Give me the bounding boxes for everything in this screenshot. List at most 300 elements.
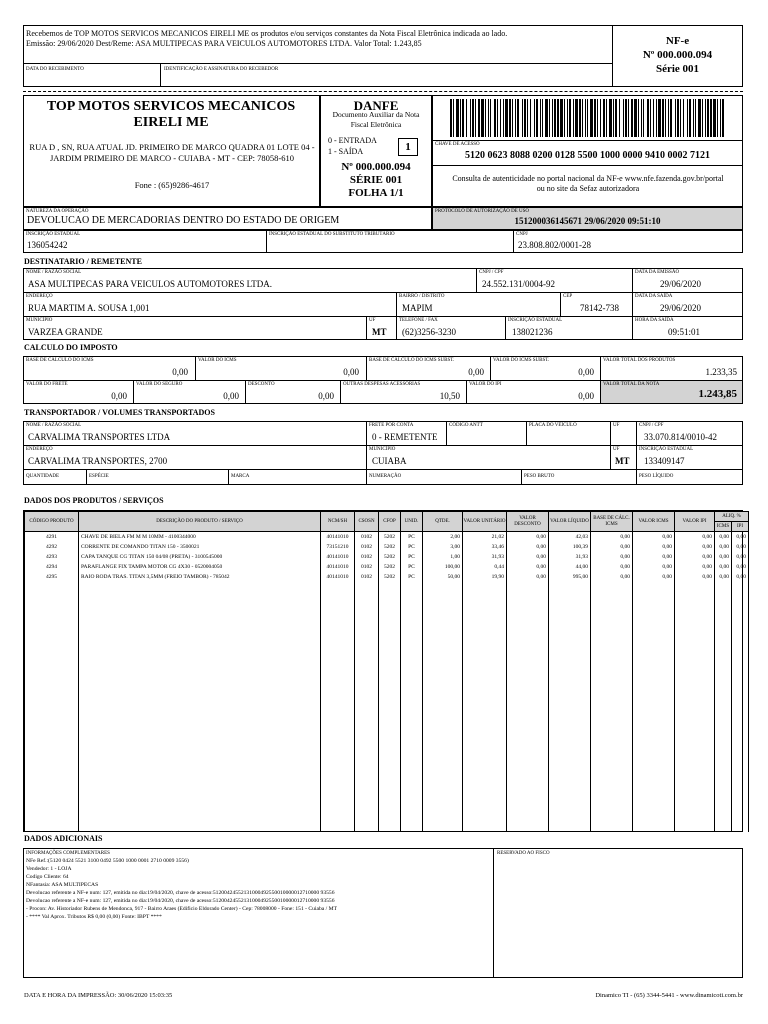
barcode-bar bbox=[475, 99, 476, 137]
cell-vunit: 21,02 bbox=[463, 532, 507, 543]
dest-endereco-label: ENDEREÇO bbox=[26, 294, 53, 299]
dest-fone-value: (62)3256-3230 bbox=[402, 327, 456, 337]
dest-municipio-label: MUNICÍPIO bbox=[26, 318, 53, 323]
dest-hora-value: 09:51:01 bbox=[668, 327, 701, 337]
cell-ncm: 40141010 bbox=[321, 562, 355, 572]
ipi-value: 0,00 bbox=[578, 391, 594, 401]
th-qtde: QTDE. bbox=[423, 512, 463, 532]
cell-bc: 0,00 bbox=[591, 562, 633, 572]
cell-aicms: 0,00 bbox=[715, 542, 732, 552]
transp-numeracao-label: NUMERAÇÃO bbox=[369, 474, 402, 479]
barcode-bar bbox=[569, 99, 571, 137]
transp-municipio-value: CUIABA bbox=[372, 456, 407, 466]
barcode-bar bbox=[693, 99, 694, 137]
cell-vicms: 0,00 bbox=[633, 532, 675, 543]
table-row bbox=[25, 542, 749, 552]
cell-aipi: 0,00 bbox=[732, 532, 749, 543]
barcode-bar bbox=[453, 99, 454, 137]
th-aliq: ALIQ. % bbox=[715, 512, 749, 522]
cell-vicms: 0,00 bbox=[633, 572, 675, 582]
barcode-bar bbox=[460, 99, 461, 137]
cell-empty bbox=[633, 582, 675, 832]
barcode-bar bbox=[536, 99, 538, 137]
cell-empty bbox=[507, 582, 549, 832]
th-unid: UNID. bbox=[401, 512, 423, 532]
table-row bbox=[25, 572, 749, 582]
th-vdesc: VALOR DESCONTO bbox=[507, 512, 549, 532]
emitente-endereco: RUA D , SN, RUA ATUAL JD. PRIMEIRO DE MARCO QUADRA 01 LOTE 04 - JARDIM PRIMEIRO DE MARCO - CUIABA - MT - CEP: 78058-610 bbox=[29, 142, 315, 163]
produtos-body bbox=[25, 532, 749, 833]
cell-aipi: 0,00 bbox=[732, 562, 749, 572]
cell-vipi: 0,00 bbox=[675, 572, 715, 582]
barcode-bar bbox=[560, 99, 563, 137]
barcode-bar bbox=[540, 99, 541, 137]
barcode-bar bbox=[650, 99, 651, 137]
danfe-serie: SÉRIE 001 bbox=[349, 174, 403, 186]
table-row bbox=[25, 562, 749, 572]
barcode-bar bbox=[606, 99, 607, 137]
cell-ncm: 40141010 bbox=[321, 572, 355, 582]
barcode-bar bbox=[695, 99, 696, 137]
th-ncm: NCM/SH bbox=[321, 512, 355, 532]
cell-bc: 0,00 bbox=[591, 532, 633, 543]
dest-ie-value: 138021236 bbox=[512, 327, 553, 337]
dest-cnpj-label: CNPJ / CPF bbox=[479, 270, 504, 275]
barcode-bar bbox=[647, 99, 649, 137]
cell-vliq: 42,03 bbox=[549, 532, 591, 543]
cell-bc: 0,00 bbox=[591, 572, 633, 582]
cell-empty bbox=[321, 582, 355, 832]
barcode-bar bbox=[515, 99, 516, 137]
cell-unid: PC bbox=[401, 572, 423, 582]
barcode-bar bbox=[628, 99, 629, 137]
cell-ncm: 73151210 bbox=[321, 542, 355, 552]
th-vicms: VALOR ICMS bbox=[633, 512, 675, 532]
barcode-bar bbox=[490, 99, 491, 137]
outras-label: OUTRAS DESPESAS ACESSÓRIAS bbox=[343, 382, 421, 387]
cell-codigo: 4291 bbox=[25, 532, 79, 543]
chave-label: CHAVE DE ACESSO bbox=[435, 142, 480, 147]
table-row bbox=[25, 552, 749, 562]
barcode-bar bbox=[554, 99, 556, 137]
dest-uf-value: MT bbox=[372, 327, 387, 337]
canhoto-nfe-label: NF-e bbox=[665, 35, 690, 47]
cell-vipi: 0,00 bbox=[675, 562, 715, 572]
barcode-bar bbox=[658, 99, 661, 137]
cell-empty bbox=[379, 582, 401, 832]
barcode-bar bbox=[717, 99, 718, 137]
table-row bbox=[25, 532, 749, 543]
barcode-bar bbox=[656, 99, 657, 137]
cell-csosn: 0102 bbox=[355, 542, 379, 552]
barcode-bar bbox=[680, 99, 681, 137]
barcode-bar bbox=[587, 99, 588, 137]
bc-icms-label: BASE DE CÁLCULO DO ICMS bbox=[26, 358, 94, 363]
info-comp-line: Devolucao referente a NF-e num: 127, emitida no dia:19/04/2020, chave de acesso:51200424552131000492550010000012710000 93556 bbox=[26, 890, 335, 896]
barcode-bar bbox=[503, 99, 504, 137]
danfe-saida: 1 - SAÍDA bbox=[328, 147, 364, 156]
barcode-bar bbox=[638, 99, 639, 137]
emitente-nome: TOP MOTOS SERVICOS MECANICOS EIRELI ME bbox=[46, 99, 296, 130]
barcode-bar bbox=[472, 99, 474, 137]
barcode-bar bbox=[552, 99, 553, 137]
barcode-bar bbox=[653, 99, 654, 137]
cell-vliq: 995,00 bbox=[549, 572, 591, 582]
dest-ie-label: INSCRIÇÃO ESTADUAL bbox=[508, 318, 563, 323]
danfe-folha: FOLHA 1/1 bbox=[348, 187, 404, 199]
barcode-bar bbox=[609, 99, 612, 137]
danfe-tipo: 1 bbox=[398, 138, 418, 156]
barcode-bar bbox=[517, 99, 519, 137]
barcode-bar bbox=[670, 99, 672, 137]
barcode-bar bbox=[575, 99, 578, 137]
dest-saida-value: 29/06/2020 bbox=[660, 303, 702, 313]
dest-endereco-value: RUA MARTIM A. SOUSA 1,001 bbox=[28, 303, 150, 313]
dest-nome-label: NOME / RAZÃO SOCIAL bbox=[26, 270, 82, 275]
barcode-bar bbox=[478, 99, 480, 137]
cell-qtde: 3,00 bbox=[423, 542, 463, 552]
barcode-bar bbox=[462, 99, 464, 137]
barcode-bar bbox=[698, 99, 701, 137]
cell-csosn: 0102 bbox=[355, 532, 379, 543]
cell-vdesc: 0,00 bbox=[507, 532, 549, 543]
dest-cep-value: 78142-738 bbox=[580, 303, 619, 313]
natureza-value: DEVOLUCAO DE MERCADORIAS DENTRO DO ESTADO DE ORIGEM bbox=[27, 215, 340, 226]
cell-aicms: 0,00 bbox=[715, 552, 732, 562]
cell-vdesc: 0,00 bbox=[507, 562, 549, 572]
seguro-value: 0,00 bbox=[223, 391, 239, 401]
cell-unid: PC bbox=[401, 552, 423, 562]
barcode-bar bbox=[707, 99, 709, 137]
barcode-bar bbox=[665, 99, 666, 137]
canhoto-text bbox=[26, 29, 610, 49]
transp-frete-label: FRETE POR CONTA bbox=[369, 423, 414, 428]
danfe-numero: Nº 000.000.094 bbox=[341, 161, 411, 173]
barcode-bar bbox=[668, 99, 669, 137]
barcode-bar bbox=[641, 99, 642, 137]
cell-qtde: 100,00 bbox=[423, 562, 463, 572]
cell-unid: PC bbox=[401, 542, 423, 552]
destinatario-section: DESTINATARIO / REMETENTE bbox=[24, 257, 142, 266]
barcode-bar bbox=[485, 99, 486, 137]
dest-fone-label: TELEFONE / FAX bbox=[399, 318, 438, 323]
cell-descricao: RAIO RODA TRAS. TITAN 3,5MM (FREIO TAMBOR) - 785042 bbox=[79, 572, 321, 582]
transp-marca-label: MARCA bbox=[231, 474, 250, 479]
cell-vunit: 0,44 bbox=[463, 562, 507, 572]
barcode-bar bbox=[710, 99, 712, 137]
identificacao-label: IDENTIFICAÇÃO E ASSINATURA DO RECEBEDOR bbox=[164, 67, 279, 72]
total-nota-label: VALOR TOTAL DA NOTA bbox=[603, 382, 660, 387]
info-comp-line: - **** Val Aprox. Tributos R$ 0,00 (0,00) Fonte: IBPT **** bbox=[26, 914, 162, 920]
barcode-bar bbox=[705, 99, 706, 137]
cell-bc: 0,00 bbox=[591, 552, 633, 562]
transp-nome-label: NOME / RAZÃO SOCIAL bbox=[26, 423, 82, 428]
bc-icms-value: 0,00 bbox=[172, 367, 188, 377]
transp-especie-label: ESPÉCIE bbox=[89, 474, 109, 479]
total-prod-label: VALOR TOTAL DOS PRODUTOS bbox=[603, 358, 676, 363]
total-nota-value: 1.243,85 bbox=[698, 388, 737, 400]
cell-csosn: 0102 bbox=[355, 562, 379, 572]
th-vliq: VALOR LÍQUIDO bbox=[549, 512, 591, 532]
cell-aipi: 0,00 bbox=[732, 572, 749, 582]
th-cfop: CFOP bbox=[379, 512, 401, 532]
cell-cfop: 5202 bbox=[379, 532, 401, 543]
dest-bairro-label: BAIRRO / DISTRITO bbox=[399, 294, 445, 299]
icms-label: VALOR DO ICMS bbox=[198, 358, 237, 363]
cell-aicms: 0,00 bbox=[715, 562, 732, 572]
emitente-fone: Fone : (65)9286-4617 bbox=[134, 180, 210, 190]
desconto-value: 0,00 bbox=[318, 391, 334, 401]
th-codigo: CÓDIGO PRODUTO bbox=[25, 512, 79, 532]
cell-vunit: 31,93 bbox=[463, 552, 507, 562]
th-aliq-icms: ICMS bbox=[715, 522, 732, 532]
barcode-bar bbox=[466, 99, 467, 137]
produtos-section: DADOS DOS PRODUTOS / SERVIÇOS bbox=[24, 496, 164, 505]
barcode-bar bbox=[567, 99, 568, 137]
info-comp-label: INFORMAÇÕES COMPLEMENTARES bbox=[26, 851, 110, 856]
barcode-bar bbox=[590, 99, 593, 137]
barcode-bar bbox=[613, 99, 614, 137]
th-vipi: VALOR IPI bbox=[675, 512, 715, 532]
barcode-bar bbox=[689, 99, 691, 137]
info-comp-line: Codigo Cliente: 64 bbox=[26, 874, 69, 880]
barcode-bar bbox=[619, 99, 620, 137]
chave-consulta: Consulta de autenticidade no portal nacional da NF-e www.nfe.fazenda.gov.br/portal ou no site da Sefaz autorizadora bbox=[452, 174, 724, 193]
dest-cep-label: CEP bbox=[563, 294, 573, 299]
cell-qtde: 1,00 bbox=[423, 552, 463, 562]
transp-ie-label: INSCRIÇÃO ESTADUAL bbox=[639, 447, 694, 452]
th-descricao: DESCRIÇÃO DO PRODUTO / SERVIÇO bbox=[79, 512, 321, 532]
barcode-bar bbox=[713, 99, 716, 137]
chave-value: 5120 0623 8088 0200 0128 5500 1000 0000 9410 0002 7121 bbox=[465, 150, 710, 161]
barcode-bar bbox=[509, 99, 511, 137]
transp-peso-liquido-label: PESO LÍQUIDO bbox=[639, 474, 674, 479]
icms-st-value: 0,00 bbox=[578, 367, 594, 377]
cell-qtde: 50,00 bbox=[423, 572, 463, 582]
transportador-section: TRANSPORTADOR / VOLUMES TRANSPORTADOS bbox=[24, 408, 215, 417]
table-filler-row bbox=[25, 582, 749, 832]
footer-software: Dinamico TI - (65) 3344-5441 - www.dinamicoti.com.br bbox=[595, 992, 743, 999]
icms-value: 0,00 bbox=[343, 367, 359, 377]
cell-empty bbox=[591, 582, 633, 832]
transp-municipio-label: MUNICÍPIO bbox=[369, 447, 396, 452]
seguro-label: VALOR DO SEGURO bbox=[136, 382, 183, 387]
barcode-bar bbox=[557, 99, 559, 137]
ie-label: INSCRIÇÃO ESTADUAL bbox=[26, 232, 81, 237]
cell-vicms: 0,00 bbox=[633, 552, 675, 562]
info-comp-line: Vendedor: 1 - LOJA bbox=[26, 866, 72, 872]
cell-descricao: CORRENTE DE COMANDO TITAN 150 - 3500021 bbox=[79, 542, 321, 552]
transp-frete-value: 0 - REMETENTE bbox=[372, 432, 438, 442]
bc-st-label: BASE DE CÁLCULO DO ICMS SUBST. bbox=[369, 358, 455, 363]
cell-vipi: 0,00 bbox=[675, 532, 715, 543]
barcode-bar bbox=[534, 99, 535, 137]
danfe-info bbox=[320, 161, 432, 200]
barcode-bar bbox=[615, 99, 617, 137]
protocolo-label: PROTOCOLO DE AUTORIZAÇÃO DE USO bbox=[435, 209, 529, 214]
cell-cfop: 5202 bbox=[379, 572, 401, 582]
cell-bc: 0,00 bbox=[591, 542, 633, 552]
dest-cnpj-value: 24.552.131/0004-92 bbox=[482, 279, 555, 289]
transp-antt-label: CÓDIGO ANTT bbox=[449, 423, 483, 428]
barcode-bar bbox=[687, 99, 688, 137]
cell-ncm: 40141010 bbox=[321, 552, 355, 562]
transp-peso-bruto-label: PESO BRUTO bbox=[524, 474, 555, 479]
canhoto-line1: Recebemos de TOP MOTOS SERVICOS MECANICOS EIRELI ME os produtos e/ou serviços constantes da Nota Fiscal Eletrônica indicada ao lado. bbox=[26, 29, 508, 38]
transp-uf2-value: MT bbox=[615, 456, 630, 466]
canhoto-line2: Emissão: 29/06/2020 Dest/Reme: ASA MULTIPECAS PARA VEICULOS AUTOMOTORES LTDA. Valor Total: 1.243,85 bbox=[26, 39, 422, 48]
cell-aipi: 0,00 bbox=[732, 542, 749, 552]
bc-st-value: 0,00 bbox=[468, 367, 484, 377]
cell-empty bbox=[675, 582, 715, 832]
canhoto-nfe-serie: Série 001 bbox=[655, 63, 700, 75]
cell-codigo: 4294 bbox=[25, 562, 79, 572]
cell-codigo: 4292 bbox=[25, 542, 79, 552]
cell-empty bbox=[423, 582, 463, 832]
transp-qtd-label: QUANTIDADE bbox=[26, 474, 60, 479]
cell-csosn: 0102 bbox=[355, 572, 379, 582]
cell-empty bbox=[401, 582, 423, 832]
dest-emissao-value: 29/06/2020 bbox=[660, 279, 702, 289]
ipi-label: VALOR DO IPI bbox=[469, 382, 502, 387]
frete-value: 0,00 bbox=[111, 391, 127, 401]
barcode-bar bbox=[545, 99, 548, 137]
danfe-subtitle: Documento Auxiliar da Nota Fiscal Eletrônica bbox=[332, 110, 420, 129]
barcode-bar bbox=[488, 99, 489, 137]
info-comp-line: Devolucao referente a NF-e num: 127, emitida no dia:19/04/2020, chave de acesso:51200424552131000492550010000012710000 93556 bbox=[26, 898, 335, 904]
barcode-bar bbox=[456, 99, 459, 137]
footer-impressao: DATA E HORA DA IMPRESSÃO: 30/06/2020 15:03:35 bbox=[24, 992, 173, 999]
cell-vipi: 0,00 bbox=[675, 552, 715, 562]
cell-vliq: 44,00 bbox=[549, 562, 591, 572]
cell-empty bbox=[463, 582, 507, 832]
icms-st-label: VALOR DO ICMS SUBST. bbox=[493, 358, 550, 363]
dest-bairro-value: MAPIM bbox=[402, 303, 433, 313]
adicionais-section: DADOS ADICIONAIS bbox=[24, 834, 103, 843]
transp-ie-value: 133409147 bbox=[644, 456, 685, 466]
info-comp-line: - Procon: Av. Historiador Rubens de Mendonca, 917 - Bairro Araes (Edificio Eldorado Center) - Cep: 78008000 - Fone: 151 - Cuiaba / MT bbox=[26, 906, 338, 912]
barcode-bar bbox=[579, 99, 581, 137]
desconto-label: DESCONTO bbox=[248, 382, 275, 387]
fisco-label: RESERVADO AO FISCO bbox=[497, 851, 550, 856]
barcode-bar bbox=[530, 99, 531, 137]
barcode-bar bbox=[549, 99, 550, 137]
info-comp-line: NFantasia: ASA MULTIPECAS bbox=[26, 882, 99, 888]
cell-unid: PC bbox=[401, 532, 423, 543]
barcode-bar bbox=[643, 99, 644, 137]
data-recebimento-label: DATA DO RECEBIMENTO bbox=[26, 67, 84, 72]
barcode-bar bbox=[683, 99, 684, 137]
transp-uf2-label: UF bbox=[613, 447, 620, 452]
produtos-table bbox=[24, 511, 749, 832]
barcode-bar bbox=[524, 99, 526, 137]
canhoto-nfe-numero: Nº 000.000.094 bbox=[642, 49, 713, 61]
transp-uf-label: UF bbox=[613, 423, 620, 428]
dest-municipio-value: VARZEA GRANDE bbox=[28, 327, 103, 337]
cell-empty bbox=[25, 582, 79, 832]
barcode-bar bbox=[542, 99, 543, 137]
cell-qtde: 2,00 bbox=[423, 532, 463, 543]
barcode-bar bbox=[662, 99, 664, 137]
danfe-entrada: 0 - ENTRADA bbox=[328, 136, 377, 145]
total-prod-value: 1.233,35 bbox=[705, 367, 737, 377]
dest-emissao-label: DATA DA EMISSÃO bbox=[635, 270, 680, 275]
cell-vunit: 19,90 bbox=[463, 572, 507, 582]
cell-cfop: 5202 bbox=[379, 562, 401, 572]
cell-empty bbox=[715, 582, 732, 832]
cell-empty bbox=[79, 582, 321, 832]
dest-uf-label: UF bbox=[369, 318, 376, 323]
barcode-bar bbox=[505, 99, 508, 137]
cell-empty bbox=[355, 582, 379, 832]
cell-unid: PC bbox=[401, 562, 423, 572]
cell-vdesc: 0,00 bbox=[507, 542, 549, 552]
cell-aipi: 0,00 bbox=[732, 552, 749, 562]
danfe-title: DANFE bbox=[353, 98, 399, 113]
transp-endereco-label: ENDEREÇO bbox=[26, 447, 53, 452]
barcode-bar bbox=[450, 99, 452, 137]
barcode-bar bbox=[497, 99, 498, 137]
cnpj-emit-value: 23.808.802/0001-28 bbox=[518, 240, 591, 250]
barcode-bar bbox=[512, 99, 513, 137]
cell-vicms: 0,00 bbox=[633, 542, 675, 552]
transp-cnpj-value: 33.070.814/0010-42 bbox=[644, 432, 717, 442]
cell-csosn: 0102 bbox=[355, 552, 379, 562]
barcode-bar bbox=[494, 99, 496, 137]
cell-vunit: 33,46 bbox=[463, 542, 507, 552]
cell-codigo: 4295 bbox=[25, 572, 79, 582]
iest-label: INSCRIÇÃO ESTADUAL DO SUBSTITUTO TRIBUTÁRIO bbox=[269, 232, 395, 237]
produtos-table-wrap bbox=[23, 510, 747, 832]
cell-descricao: CHAVE DE BIELA FM M M 10MM - 4100344000 bbox=[79, 532, 321, 543]
barcode-bar bbox=[603, 99, 605, 137]
protocolo-value: 151200036145671 29/06/2020 09:51:10 bbox=[514, 216, 661, 226]
barcode-bar bbox=[623, 99, 624, 137]
frete-label: VALOR DO FRETE bbox=[26, 382, 68, 387]
cnpj-emit-label: CNPJ bbox=[516, 232, 528, 237]
ie-value: 136054242 bbox=[27, 240, 68, 250]
barcode-bar bbox=[564, 99, 565, 137]
barcode-bar bbox=[597, 99, 598, 137]
barcode-bar bbox=[500, 99, 501, 137]
natureza-label: NATUREZA DA OPERAÇÃO bbox=[26, 209, 89, 214]
barcode-bar bbox=[582, 99, 583, 137]
cell-descricao: PARAFLANGE FIX TAMPA MOTOR CG 4X30 - 0520004050 bbox=[79, 562, 321, 572]
info-comp-text bbox=[26, 857, 490, 921]
transp-nome-value: CARVALIMA TRANSPORTES LTDA bbox=[28, 432, 171, 442]
cell-vliq: 31,93 bbox=[549, 552, 591, 562]
barcode-bar bbox=[527, 99, 528, 137]
cell-vdesc: 0,00 bbox=[507, 552, 549, 562]
dest-saida-label: DATA DA SAÍDA bbox=[635, 294, 673, 299]
dest-hora-label: HORA DA SAÍDA bbox=[635, 318, 674, 323]
cell-aicms: 0,00 bbox=[715, 572, 732, 582]
transp-cnpj-label: CNPJ / CPF bbox=[639, 423, 664, 428]
canhoto-nfe bbox=[612, 34, 743, 76]
outras-value: 10,50 bbox=[439, 391, 460, 401]
cell-ncm: 40141010 bbox=[321, 532, 355, 543]
cell-cfop: 5202 bbox=[379, 552, 401, 562]
barcode-bar bbox=[481, 99, 484, 137]
barcode-bar bbox=[677, 99, 679, 137]
barcode-bar bbox=[470, 99, 471, 137]
th-csosn: CSOSN bbox=[355, 512, 379, 532]
barcode-bar bbox=[594, 99, 596, 137]
cell-vipi: 0,00 bbox=[675, 542, 715, 552]
barcode-bar bbox=[702, 99, 703, 137]
dest-nome-value: ASA MULTIPECAS PARA VEICULOS AUTOMOTORES LTDA. bbox=[28, 279, 273, 289]
barcode-bar bbox=[675, 99, 676, 137]
